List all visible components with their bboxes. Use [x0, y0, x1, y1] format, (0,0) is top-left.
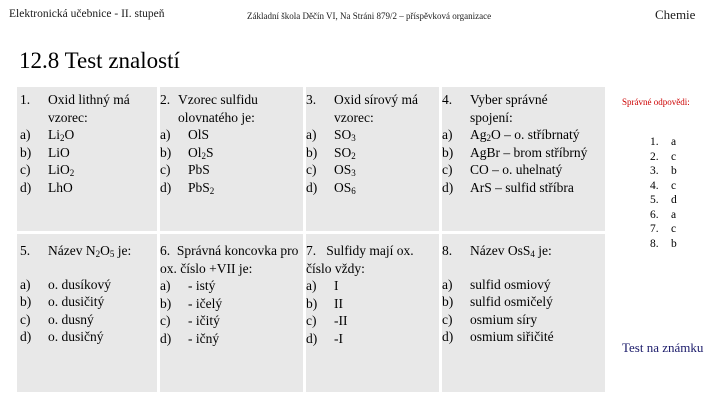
option-2a[interactable]: a) OlS: [160, 127, 210, 142]
option-6a[interactable]: a) - istý: [160, 278, 216, 293]
page-title: 12.8 Test znalostí: [19, 48, 180, 73]
question-5: 5. Název $N_2O_5$ je: a) o. dusíkový b) o. dusičitý c) o. dusný d) o. dusičný: [20, 234, 157, 392]
question-4: 4. Vyber správné spojení: a) $Ag_2O$ – o. stříbrnatý b) AgBr – brom stříbrný c) CO – o. uhelnatý d) ArS – sulfid stříbra: [442, 87, 605, 231]
option-3a[interactable]: a) $SO_3$: [306, 127, 356, 143]
option-1d[interactable]: d) LhO: [20, 179, 73, 195]
answer-item: 4. c: [650, 179, 677, 192]
question-6: 6. Správná koncovka pro ox. číslo +VII je: a) - istý b) - ičelý c) - ičitý d) - ičný: [160, 234, 302, 392]
answer-key-title: Správné odpovědi:: [622, 97, 690, 107]
quiz-row-2: [17, 234, 605, 392]
question-2: 2. Vzorec sulfidu olovnatého je: a) OlS b) $Ol_2S$ c) PbS d) PbS$_2$: [160, 87, 302, 231]
option-5d[interactable]: d) o. dusičný: [20, 329, 104, 344]
option-8c[interactable]: c) osmium síry: [442, 311, 538, 327]
answer-item: 1. a: [650, 136, 677, 148]
option-1a[interactable]: a) $Li_2O$: [20, 127, 75, 143]
option-3d[interactable]: d) $OS_6$: [306, 179, 356, 196]
option-5b[interactable]: b) o. dusičitý: [20, 294, 105, 309]
option-1c[interactable]: c) LiO$_2$: [20, 162, 75, 178]
option-3b[interactable]: b) $SO_2$: [306, 144, 356, 161]
subject-label: Chemie: [655, 7, 696, 22]
quiz-row-1: [17, 87, 605, 231]
question-3: 3. Oxid sírový má vzorec: a) $SO_3$ b) $SO_2$ c) $OS_3$ d) $OS_6$: [306, 87, 439, 231]
option-2b[interactable]: b) $Ol_2S$: [160, 144, 214, 161]
option-7c[interactable]: c) -II: [306, 313, 348, 328]
option-1b[interactable]: b) LiO: [20, 144, 70, 160]
answer-item: 3. b: [650, 165, 677, 177]
option-4c[interactable]: c) CO – o. uhelnatý: [442, 162, 563, 177]
school-name: Základní škola Děčín VI, Na Stráni 879/2 – příspěvková organizace: [247, 11, 492, 21]
option-8a[interactable]: a) sulfid osmiový: [442, 276, 551, 292]
option-6b[interactable]: b) - ičelý: [160, 295, 223, 311]
option-6d[interactable]: d) - ičný: [160, 330, 220, 346]
option-2d[interactable]: d) PbS$_2$: [160, 179, 215, 196]
option-4b[interactable]: b) AgBr – brom stříbrný: [442, 144, 588, 160]
option-8b[interactable]: b) sulfid osmičelý: [442, 294, 553, 309]
answer-item: 8. b: [650, 237, 677, 250]
option-7a[interactable]: a) I: [306, 278, 339, 293]
question-8: 8. Název OsS$_4$ je: a) sulfid osmiový b) sulfid osmičelý c) osmium síry d) osmium siřičité: [442, 234, 605, 392]
answer-item: 7. c: [650, 223, 677, 235]
option-4a[interactable]: a) $Ag_2O$ – o. stříbrnatý: [442, 127, 580, 143]
answer-list: [650, 135, 717, 251]
option-7b[interactable]: b) II: [306, 295, 343, 311]
answer-item: 6. a: [650, 208, 677, 221]
question-7: 7. Sulfidy mají ox. číslo vždy: a) I b) II c) -II d) -I: [306, 234, 439, 392]
quiz-table: [17, 87, 605, 392]
option-4d[interactable]: d) ArS – sulfid stříbra: [442, 179, 574, 195]
answer-key: [622, 97, 717, 251]
option-6c[interactable]: c) - ičitý: [160, 313, 220, 328]
option-8d[interactable]: d) osmium siřičité: [442, 329, 554, 344]
option-5a[interactable]: a) o. dusíkový: [20, 276, 112, 292]
answer-item: 5. d: [650, 194, 677, 206]
textbook-label: Elektronická učebnice - II. stupeň: [9, 8, 165, 20]
graded-test-link[interactable]: Test na známku: [622, 340, 704, 355]
question-1: 1. Oxid lithný má vzorec: a) $Li_2O$ b) LiO c) LiO$_2$ d) LhO: [20, 87, 157, 231]
answer-item: 2. c: [650, 150, 677, 163]
option-7d[interactable]: d) -I: [306, 330, 343, 346]
option-3c[interactable]: c) $OS_3$: [306, 162, 356, 178]
option-5c[interactable]: c) o. dusný: [20, 311, 94, 327]
option-2c[interactable]: c) PbS: [160, 162, 210, 177]
